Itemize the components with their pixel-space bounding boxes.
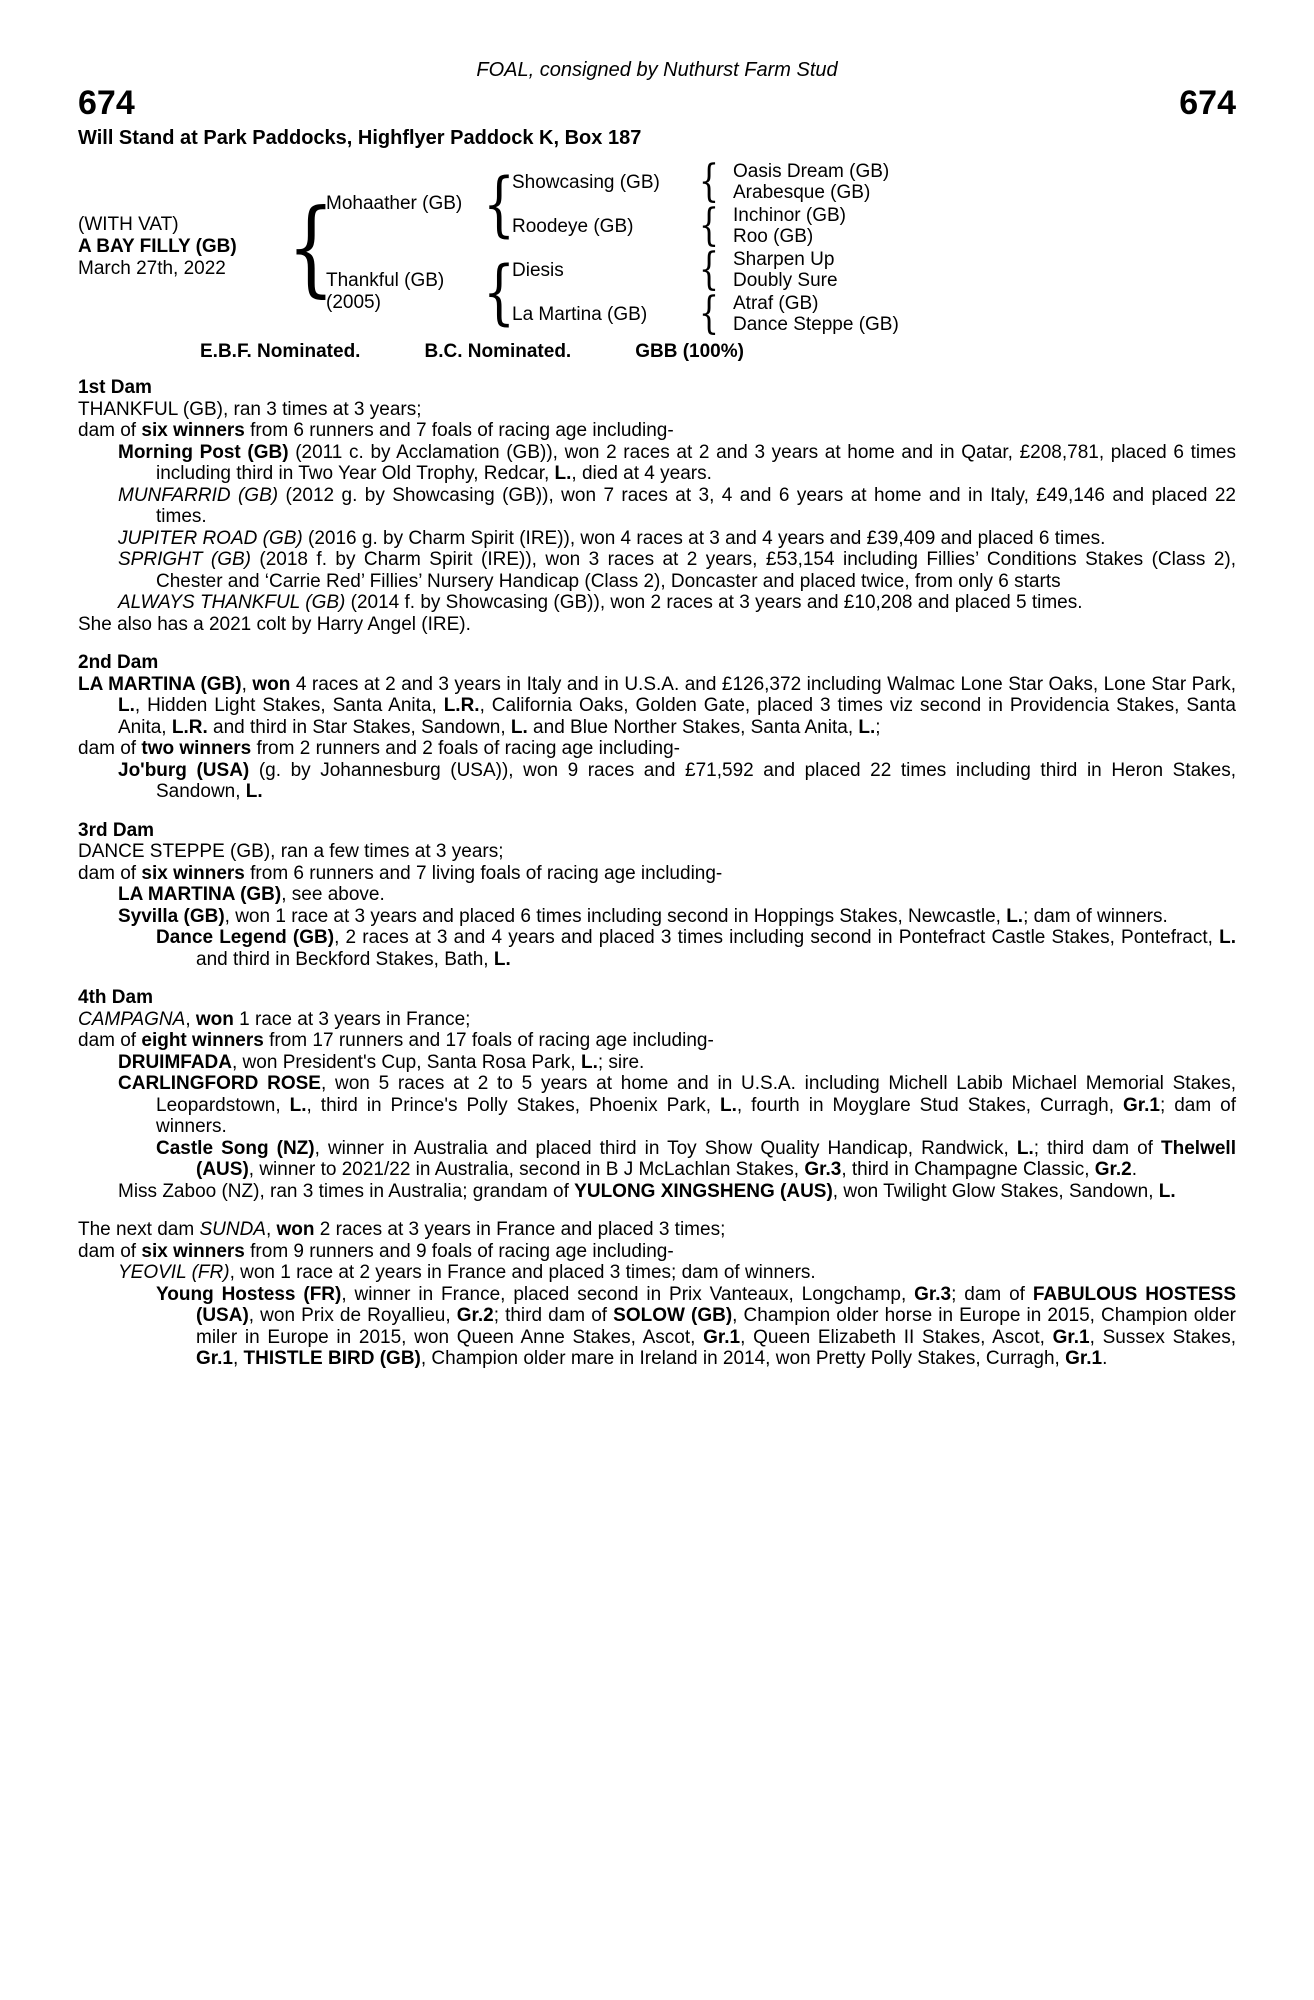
text-segment: DRUIMFADA [118, 1051, 232, 1073]
text-segment: LA MARTINA (GB) [78, 673, 242, 695]
text-segment: Castle Song (NZ) [156, 1137, 315, 1159]
pedigree-paragraph [78, 1219, 1236, 1241]
text-segment: YULONG XINGSHENG (AUS) [574, 1180, 833, 1202]
text-segment: ; third dam of [493, 1305, 614, 1326]
text-segment: L. [1158, 1180, 1176, 1202]
sire-name-block [326, 193, 486, 215]
lot-number-left: 674 [78, 84, 135, 122]
text-segment: , winner to 2021/22 in Australia, second in B J McLachlan Stakes, [248, 1159, 805, 1180]
generation-1-column [326, 156, 1236, 339]
text-segment: L. [1219, 927, 1236, 948]
pedigree-branch [512, 200, 1236, 251]
lot-number-right: 674 [1179, 84, 1236, 122]
gen2-name: Diesis [512, 259, 564, 281]
text-segment: , fourth in Moyglare Stud Stakes, Curragh, [736, 1094, 1123, 1116]
generation-3-pair [721, 205, 846, 248]
text-segment: ; [875, 716, 881, 738]
pedigree-table [78, 156, 1236, 339]
pedigree-paragraph [78, 906, 1236, 928]
text-segment: MUNFARRID (GB) [118, 484, 279, 506]
gen3-name: Dance Steppe (GB) [733, 314, 899, 335]
text-segment: LA MARTINA (GB) [118, 884, 282, 905]
dam-section [78, 987, 1236, 1202]
pedigree-brace: { [482, 163, 516, 245]
subject-block [78, 160, 296, 334]
pedigree-branch [512, 244, 1236, 295]
text-segment: L. [720, 1094, 737, 1116]
gen3-name: Oasis Dream (GB) [733, 160, 890, 182]
text-segment: , won Prix de Royallieu, [248, 1305, 457, 1326]
text-segment: DANCE STEPPE (GB), ran a few times at 3 years; [78, 841, 504, 862]
text-segment: L. [1016, 1137, 1034, 1159]
text-segment: ; third dam of [1033, 1137, 1162, 1159]
pedigree-paragraph [78, 1052, 1236, 1074]
text-segment: ; dam of winners. [156, 1094, 1237, 1137]
dam-name-block [326, 270, 486, 314]
stand-location-line: Will Stand at Park Paddocks, Highflyer Paddock K, Box 187 [78, 127, 642, 149]
text-segment: , won President's Cup, Santa Rosa Park, [232, 1051, 581, 1073]
text-segment: , Queen Elizabeth II Stakes, Ascot, [740, 1326, 1053, 1348]
pedigree-paragraph [78, 1009, 1236, 1031]
text-segment: ; dam of [951, 1283, 1033, 1305]
text-segment: SPRIGHT (GB) [118, 549, 251, 570]
text-segment: Young Hostess (FR) [156, 1283, 342, 1305]
text-segment: L. [245, 781, 263, 802]
dam-branch [326, 244, 1236, 339]
text-segment: CAMPAGNA [78, 1008, 186, 1030]
generation-3-pair [721, 161, 889, 204]
text-segment: and third in Beckford Stakes, Bath, [196, 948, 494, 970]
gen2-name: Showcasing (GB) [512, 171, 660, 193]
text-segment: eight winners [141, 1030, 264, 1051]
text-segment: ; dam of winners. [1023, 905, 1168, 927]
text-segment: CARLINGFORD ROSE [118, 1073, 321, 1094]
text-segment: Miss Zaboo (NZ), ran 3 times in Australia; grandam of [118, 1180, 575, 1202]
pedigree-brace: { [287, 186, 335, 308]
text-segment: , [185, 1008, 196, 1030]
sire-name: Mohaather (GB) [326, 193, 463, 214]
text-segment: THISTLE BIRD (GB) [243, 1348, 421, 1369]
text-segment: , won Twilight Glow Stakes, Sandown, [832, 1180, 1159, 1202]
pedigree-paragraph [78, 614, 1236, 636]
gen2-name: Roodeye (GB) [512, 215, 634, 237]
gen3-name: Doubly Sure [733, 270, 838, 291]
pedigree-brace: { [482, 251, 516, 333]
pedigree-paragraph [78, 1181, 1236, 1203]
sire-branch [326, 156, 1236, 251]
generation-2-column [512, 244, 1236, 339]
text-segment: SOLOW (GB) [613, 1305, 733, 1326]
pedigree-paragraph [78, 399, 1236, 421]
text-segment: , winner in Australia and placed third in Toy Show Quality Handicap, Randwick, [314, 1137, 1017, 1159]
pedigree-paragraph [78, 1138, 1236, 1181]
text-segment: , see above. [281, 884, 385, 905]
text-segment: , third in Champagne Classic, [841, 1159, 1095, 1180]
section-heading: 4th Dam [78, 987, 153, 1008]
text-segment: Gr.3 [804, 1159, 842, 1180]
text-segment: (2018 f. by Charm Spirit (IRE)), won 3 races at 2 years, £53,154 including Fillies’ Conditions Stakes (Class 2), Chester and ‘Carrie Red’ Fillies’ Nursery Handicap (Class 2), Doncaster and placed twice, from only 6 starts [156, 549, 1237, 592]
text-segment: two winners [141, 738, 252, 759]
generation-2-column [512, 156, 1236, 251]
text-segment: (2012 g. by Showcasing (GB)), won 7 races at 3, 4 and 6 years at home and in Italy, £49,146 and placed 22 times. [156, 484, 1236, 527]
pedigree-brace: { [698, 156, 720, 207]
text-segment: L.R. [443, 695, 480, 716]
text-segment: 1 race at 3 years in France; [233, 1008, 471, 1030]
text-segment: , won 1 race at 2 years in France and placed 3 times; dam of winners. [229, 1262, 816, 1283]
text-segment: Gr.1 [1122, 1094, 1160, 1116]
text-segment: from 2 runners and 2 foals of racing age including- [251, 738, 680, 759]
text-segment: from 6 runners and 7 living foals of racing age including- [244, 862, 723, 884]
text-segment: The next dam [78, 1219, 200, 1240]
text-segment: L. [118, 695, 135, 716]
text-segment: Jo'burg (USA) [118, 759, 250, 781]
text-segment: , won 1 race at 3 years and placed 6 times including second in Hoppings Stakes, Newcastle, [224, 905, 1007, 927]
pedigree-paragraph [78, 760, 1236, 803]
gen3-name: Arabesque (GB) [733, 182, 871, 203]
pedigree-paragraph [78, 592, 1236, 614]
pedigree-brace: { [698, 288, 720, 339]
text-segment: (2016 g. by Charm Spirit (IRE)), won 4 races at 3 and 4 years and £39,409 and placed 6 times. [302, 527, 1106, 549]
pedigree-paragraph [78, 549, 1236, 592]
text-segment: Morning Post (GB) [118, 441, 289, 463]
text-segment: and third in Star Stakes, Sandown, [207, 716, 511, 738]
generation-3-pair [721, 293, 899, 336]
text-segment: Gr.1 [1052, 1326, 1090, 1348]
text-segment: She also has a 2021 colt by Harry Angel (IRE). [78, 613, 471, 635]
text-segment: L. [580, 1051, 598, 1073]
text-segment: , third in Prince's Polly Stakes, Phoenix Park, [306, 1094, 720, 1116]
text-segment: , Hidden Light Stakes, Santa Anita, [134, 695, 444, 716]
gen3-name: Atraf (GB) [733, 292, 819, 314]
pedigree-paragraph [78, 420, 1236, 442]
pedigree-branch [512, 156, 1236, 207]
text-segment: Gr.3 [914, 1283, 952, 1305]
text-segment: six winners [141, 862, 245, 884]
generation-3-pair [721, 249, 838, 292]
text-segment: SUNDA [199, 1219, 266, 1240]
pedigree-branch [512, 288, 1236, 339]
text-segment: from 6 runners and 7 foals of racing age including- [244, 420, 674, 441]
text-segment: Gr.1 [1065, 1348, 1103, 1369]
text-segment: L.R. [171, 716, 208, 738]
text-segment: won [252, 673, 291, 695]
pedigree-paragraph [78, 863, 1236, 885]
text-segment: , [232, 1348, 244, 1369]
text-segment: dam of [78, 738, 142, 759]
text-segment: dam of [78, 1030, 142, 1051]
text-segment: 4 races at 2 and 3 years in Italy and in U.S.A. and £126,372 including Walmac Lone Star Oaks, Lone Star Park, [290, 673, 1237, 695]
text-segment: (2014 f. by Showcasing (GB)), won 2 races at 3 years and £10,208 and placed 5 times. [345, 592, 1083, 613]
text-segment: , [265, 1219, 277, 1240]
dam-section [78, 1219, 1236, 1370]
text-segment: L. [1006, 905, 1024, 927]
pedigree-paragraph [78, 841, 1236, 863]
pedigree-brace: { [698, 244, 720, 295]
dam-section [78, 377, 1236, 635]
text-segment: , Sussex Stakes, [1089, 1326, 1236, 1348]
text-segment: , [241, 673, 253, 695]
text-segment: , Champion older mare in Ireland in 2014, won Pretty Polly Stakes, Curragh, [420, 1348, 1066, 1369]
text-segment: , won 5 races at 2 to 5 years at home and in U.S.A. including Michell Labib Michael Memorial Stakes, Leopardstown, [156, 1073, 1237, 1116]
text-segment: . [1131, 1159, 1138, 1180]
pedigree-brace: { [698, 200, 720, 251]
lot-row [78, 84, 1236, 122]
text-segment: 2 races at 3 years in France and placed 3 times; [314, 1219, 726, 1240]
pedigree-paragraph [78, 738, 1236, 760]
text-segment: L. [510, 716, 528, 738]
text-segment: THANKFUL (GB), ran 3 times at 3 years; [78, 398, 422, 420]
text-segment: dam of [78, 862, 142, 884]
text-segment: , 2 races at 3 and 4 years and placed 3 times including second in Pontefract Castle Stakes, Pontefract, [334, 927, 1220, 948]
text-segment: and Blue Norther Stakes, Santa Anita, [527, 716, 859, 738]
text-segment: L. [493, 948, 511, 970]
section-heading: 3rd Dam [78, 819, 155, 841]
text-segment: dam of [78, 420, 142, 441]
text-segment: Dance Legend (GB) [156, 927, 335, 948]
gen3-name: Roo (GB) [733, 226, 814, 247]
text-segment: (2011 c. by Acclamation (GB)), won 2 races at 2 and 3 years at home and in Qatar, £208,781, placed 6 times including third in Two Year Old Trophy, Redcar, [156, 441, 1236, 484]
gen2-name: La Martina (GB) [512, 303, 648, 325]
pedigree-paragraph [78, 1241, 1236, 1263]
vat-note: (WITH VAT) [78, 214, 179, 235]
text-segment: L. [554, 463, 572, 484]
dam-section [78, 652, 1236, 803]
text-segment: Syvilla (GB) [118, 905, 225, 927]
pedigree-paragraph [78, 884, 1236, 906]
pedigree-paragraph [78, 1284, 1236, 1370]
section-heading: 1st Dam [78, 377, 152, 398]
gen3-name: Sharpen Up [733, 248, 835, 270]
subject-foaling-date: March 27th, 2022 [78, 258, 226, 279]
text-segment: L. [858, 716, 876, 738]
text-segment: (g. by Johannesburg (USA)), won 9 races and £71,592 and placed 22 times including third in Heron Stakes, Sandown, [156, 759, 1237, 802]
pedigree-paragraph [78, 442, 1236, 485]
pedigree-paragraph [78, 1073, 1236, 1138]
ebf-nomination: E.B.F. Nominated. [200, 341, 361, 362]
text-segment: JUPITER ROAD (GB) [118, 527, 303, 549]
text-segment: Thelwell (AUS) [196, 1137, 1236, 1180]
text-segment: six winners [141, 420, 245, 441]
text-segment: Gr.1 [196, 1348, 233, 1369]
bc-nomination: B.C. Nominated. [424, 341, 572, 362]
nominations-row [78, 340, 1236, 363]
text-segment: won [195, 1008, 234, 1030]
gbb-status: GBB (100%) [635, 341, 744, 362]
text-segment: . [1102, 1348, 1108, 1369]
section-heading: 2nd Dam [78, 652, 159, 673]
subject-name: A BAY FILLY (GB) [78, 236, 237, 257]
gen3-name: Inchinor (GB) [733, 204, 846, 226]
pedigree-paragraph [78, 1262, 1236, 1284]
pedigree-paragraph [78, 485, 1236, 528]
pedigree-paragraph [78, 927, 1236, 970]
text-segment: dam of [78, 1240, 142, 1262]
text-segment: won [276, 1219, 315, 1240]
text-segment: , winner in France, placed second in Prix Vanteaux, Longchamp, [341, 1283, 915, 1305]
text-segment: six winners [141, 1240, 245, 1262]
text-segment: from 17 runners and 17 foals of racing age including- [263, 1030, 714, 1051]
dam-section [78, 820, 1236, 971]
pedigree-paragraph [78, 674, 1236, 739]
text-segment: Gr.2 [1094, 1159, 1132, 1180]
text-segment: ALWAYS THANKFUL (GB) [118, 592, 346, 613]
pedigree-paragraph [78, 1030, 1236, 1052]
text-segment: Gr.1 [703, 1326, 741, 1348]
text-segment: , Champion older horse in Europe in 2015, Champion older miler in Europe in 2015, won Queen Anne Stakes, Ascot, [196, 1305, 1236, 1348]
dam-name: Thankful (GB) [326, 270, 445, 291]
text-segment: , died at 4 years. [571, 463, 712, 484]
text-segment: YEOVIL (FR) [118, 1262, 230, 1283]
text-segment: from 9 runners and 9 foals of racing age including- [244, 1240, 674, 1262]
dam-year: (2005) [326, 292, 381, 313]
text-segment: L. [289, 1094, 307, 1116]
text-segment: , California Oaks, Golden Gate, placed 3 times viz second in Providencia Stakes, Santa Anita, [118, 695, 1237, 738]
text-segment: FABULOUS HOSTESS (USA) [196, 1283, 1237, 1326]
text-segment: ; sire. [597, 1051, 645, 1073]
text-segment: Gr.2 [456, 1305, 494, 1326]
pedigree-text [78, 377, 1236, 1370]
pedigree-paragraph [78, 528, 1236, 550]
consignor-line: FOAL, consigned by Nuthurst Farm Stud [476, 59, 838, 81]
